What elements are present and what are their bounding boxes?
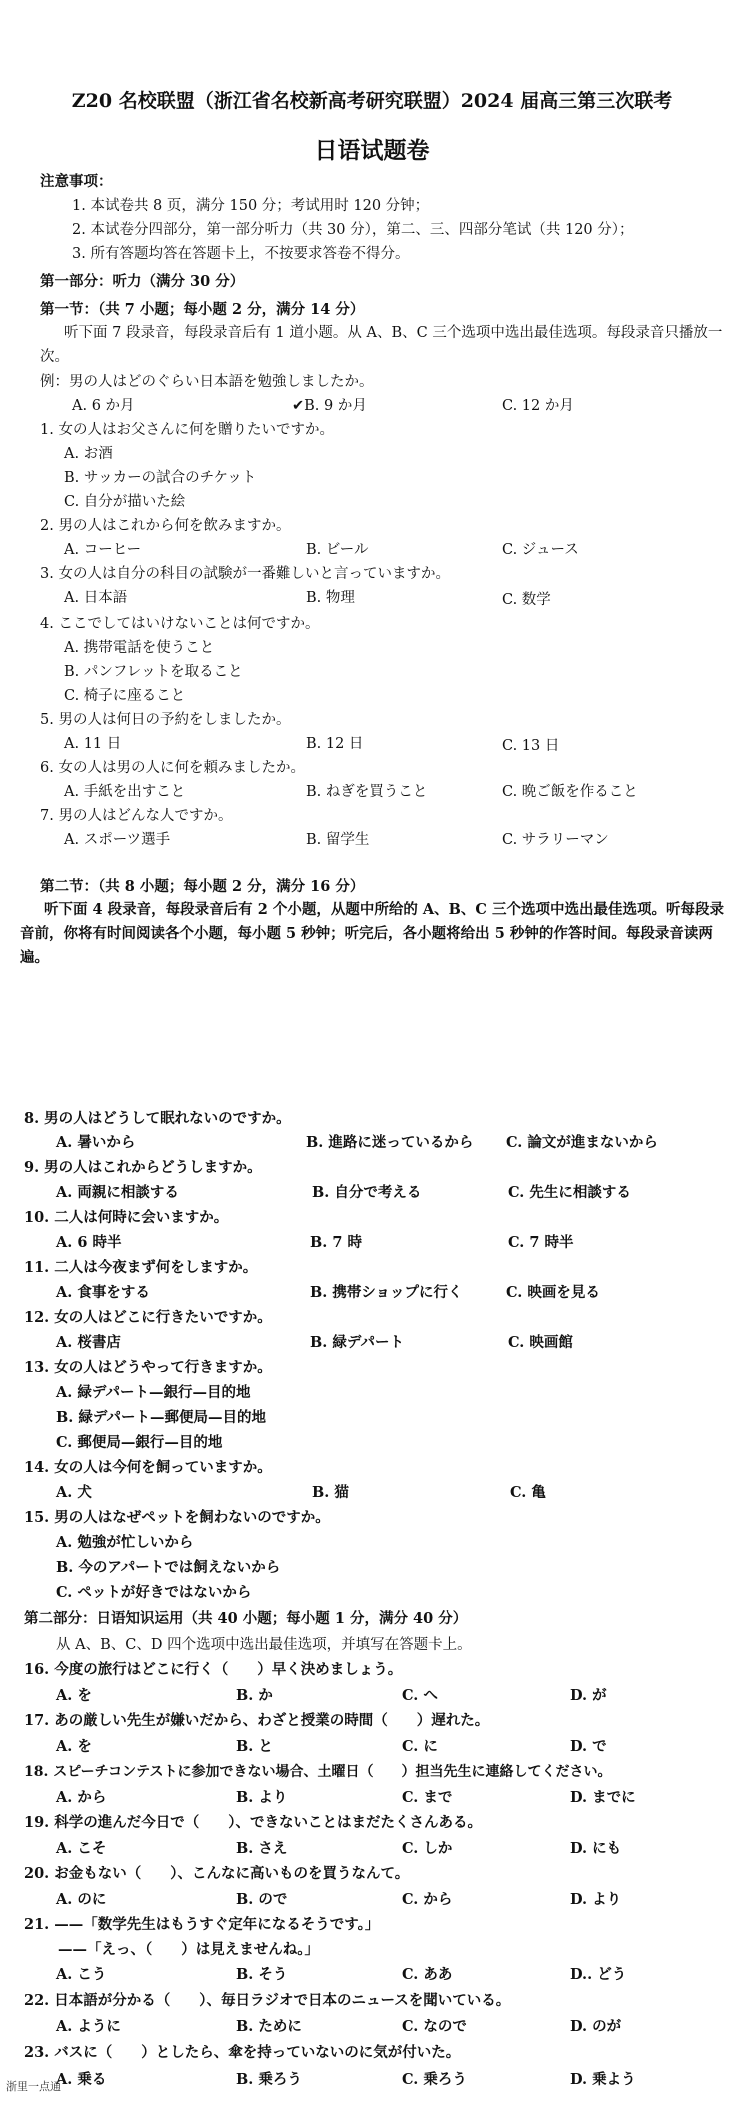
question-option: C. 椅子に座ること (64, 688, 186, 704)
question-option: D. までに (570, 1789, 636, 1806)
question-option: B. パンフレットを取ること (64, 664, 243, 680)
question-option: A. 桜書店 (56, 1334, 121, 1351)
question-option: D. 乗よう (570, 2071, 636, 2088)
question-stem: 23. バスに（ ）としたら、傘を持っていないのに気が付いた。 (24, 2044, 461, 2061)
question-stem: 1. 女の人はお父さんに何を贈りたいですか。 (40, 422, 334, 438)
question-option: C. 論文が進まないから (506, 1134, 658, 1151)
question-option: C. 映画館 (508, 1334, 573, 1351)
question-option: A. こう (56, 1966, 107, 1983)
question-stem: 15. 男の人はなぜペットを飼わないのですか。 (24, 1509, 330, 1526)
question-stem: 12. 女の人はどこに行きたいですか。 (24, 1309, 272, 1326)
part1-heading: 第一部分：听力（满分 30 分） (40, 273, 245, 290)
section2-instruction: 听下面 4 段录音，每段录音后有 2 个小题，从题中所给的 A、B、C 三个选项中选出最佳选项。听每段录音前，你将有时间阅读各个小题，每小题 5 秒钟；听完后，各小题将给出 5 秒钟的作答时间。每段录音读两遍。 (20, 901, 725, 966)
question-option: A. 6 時半 (56, 1234, 122, 1251)
part2-instruction: 从 A、B、C、D 四个选项中选出最佳选项，并填写在答题卡上。 (56, 1637, 472, 1653)
question-option: B. そう (236, 1966, 288, 1983)
question-option: D. にも (570, 1840, 622, 1857)
notice-heading: 注意事项： (40, 173, 113, 190)
question-option: C. へ (402, 1687, 438, 1704)
question-option: A. 日本語 (64, 590, 128, 606)
question-option: D. のが (570, 2018, 622, 2035)
question-option: C. 晩ご飯を作ること (502, 784, 638, 800)
question-option: A. から (56, 1789, 107, 1806)
question-option: A. こそ (56, 1840, 107, 1857)
notice-item: 3. 所有答题均答在答题卡上，不按要求答卷不得分。 (72, 246, 410, 262)
question-stem: 13. 女の人はどうやって行きますか。 (24, 1359, 272, 1376)
question-option: C. サラリーマン (502, 832, 609, 848)
question-option: B. 緑デパート—郵便局—目的地 (56, 1409, 266, 1426)
question-option: C. 13 日 (502, 738, 560, 754)
notice-item: 2. 本试卷分四部分，第一部分听力（共 30 分），第二、三、四部分笔试（共 120 分）； (72, 222, 634, 238)
question-option: A. 11 日 (64, 736, 122, 752)
question-stem: 9. 男の人はこれからどうしますか。 (24, 1159, 262, 1176)
question-option: B. 留学生 (306, 832, 370, 848)
question-stem: 21. ——「数学先生はもうすぐ定年になるそうです。」 (24, 1916, 380, 1933)
question-stem: 4. ここでしてはいけないことは何ですか。 (40, 616, 320, 632)
question-stem: 2. 男の人はこれから何を飲みますか。 (40, 518, 291, 534)
question-stem: 8. 男の人はどうして眠れないのですか。 (24, 1110, 291, 1127)
question-option: A. を (56, 1738, 92, 1755)
question-option: A. 携帯電話を使うこと (64, 640, 215, 656)
exam-title: Z20 名校联盟（浙江省名校新高考研究联盟）2024 届高三第三次联考 (71, 90, 673, 112)
question-stem: 14. 女の人は今何を飼っていますか。 (24, 1459, 272, 1476)
question-option: C. 数学 (502, 592, 551, 608)
question-option: C. 映画を見る (506, 1284, 600, 1301)
question-option: C. なので (402, 2018, 467, 2035)
question-stem: 16. 今度の旅行はどこに行く（ ）早く決めましょう。 (24, 1661, 403, 1678)
question-option: A. 乗る (56, 2071, 107, 2088)
question-option: B. ビール (306, 542, 369, 558)
question-option: C. ああ (402, 1966, 453, 1983)
question-option: A. スポーツ選手 (64, 832, 171, 848)
question-option: C. まで (402, 1789, 453, 1806)
question-option: C. ペットが好きではないから (56, 1584, 252, 1601)
question-option: C. 7 時半 (508, 1234, 574, 1251)
question-option: C. 乗ろう (402, 2071, 467, 2088)
example-option: C. 12 か月 (502, 398, 574, 414)
example-stem: 例：男の人はどのぐらい日本語を勉強しましたか。 (40, 374, 374, 390)
question-option: B. 今のアパートでは飼えないから (56, 1559, 281, 1576)
question-option: D. が (570, 1687, 607, 1704)
question-option: C. に (402, 1738, 438, 1755)
question-option: B. 自分で考える (312, 1184, 422, 1201)
question-option: A. を (56, 1687, 92, 1704)
question-option: B. 7 時 (310, 1234, 362, 1251)
question-option: A. 両親に相談する (56, 1184, 179, 1201)
question-stem: 3. 女の人は自分の科目の試験が一番難しいと言っていますか。 (40, 566, 450, 582)
question-stem: 10. 二人は何時に会いますか。 (24, 1209, 229, 1226)
question-option: B. ねぎを買うこと (306, 784, 428, 800)
question-option: C. 亀 (510, 1484, 546, 1501)
question-option: A. 緑デパート—銀行—目的地 (56, 1384, 251, 1401)
question-option: B. 猫 (312, 1484, 349, 1501)
question-option: C. しか (402, 1840, 453, 1857)
question-stem: 22. 日本語が分かる（ ）、毎日ラジオで日本のニュースを聞いている。 (24, 1992, 511, 2009)
question-option: B. と (236, 1738, 273, 1755)
question-option: A. 勉強が忙しいから (56, 1534, 194, 1551)
question-option: C. 先生に相談する (508, 1184, 631, 1201)
question-stem-line2: ——「えっ、（ ）は見えませんね。」 (58, 1941, 319, 1958)
question-stem: 17. あの厳しい先生が嫌いだから、わざと授業の時間（ ）遅れた。 (24, 1712, 490, 1729)
section2-heading: 第二节：（共 8 小题；每小题 2 分，满分 16 分） (40, 878, 365, 895)
question-option: B. さえ (236, 1840, 288, 1857)
question-option: B. 12 日 (306, 736, 364, 752)
question-option: A. 暑いから (56, 1134, 136, 1151)
question-option: C. から (402, 1891, 453, 1908)
question-stem: 18. スピーチコンテストに参加できない場合、土曜日（ ）担当先生に連絡してください。 (24, 1764, 612, 1780)
question-option: D.. どう (570, 1966, 627, 1983)
question-option: B. ので (236, 1891, 288, 1908)
section1-heading: 第一节：（共 7 小题；每小题 2 分，满分 14 分） (40, 301, 365, 318)
question-stem: 7. 男の人はどんな人ですか。 (40, 808, 233, 824)
notice-item: 1. 本试卷共 8 页，满分 150 分；考试用时 120 分钟； (72, 198, 430, 214)
question-option: A. のに (56, 1891, 107, 1908)
question-option: B. 携帯ショップに行く (310, 1284, 463, 1301)
example-option: A. 6 か月 (72, 398, 135, 414)
question-stem: 6. 女の人は男の人に何を頼みましたか。 (40, 760, 305, 776)
question-option: A. お酒 (64, 446, 113, 462)
question-option: A. 手紙を出すこと (64, 784, 186, 800)
question-stem: 20. お金もない（ ）、こんなに高いものを買うなんて。 (24, 1865, 410, 1882)
question-option: B. か (236, 1687, 273, 1704)
question-option: A. コーヒー (64, 542, 142, 558)
question-option: B. 進路に迷っているから (306, 1134, 474, 1151)
question-option: A. 犬 (56, 1484, 92, 1501)
question-option: B. サッカーの試合のチケット (64, 470, 257, 486)
footer-watermark: 浙里一点通 (6, 2080, 61, 2093)
question-option: D. より (570, 1891, 622, 1908)
question-stem: 11. 二人は今夜まず何をしますか。 (24, 1259, 258, 1276)
question-stem: 5. 男の人は何日の予約をしましたか。 (40, 712, 291, 728)
question-option: B. 緑デパート (310, 1334, 404, 1351)
question-option: C. 郵便局—銀行—目的地 (56, 1434, 223, 1451)
section1-instruction: 听下面 7 段录音，每段录音后有 1 道小题。从 A、B、C 三个选项中选出最佳选项。每段录音只播放一次。 (40, 325, 723, 365)
example-option: ✔B. 9 か月 (292, 398, 367, 414)
question-option: A. 食事をする (56, 1284, 150, 1301)
question-option: B. より (236, 1789, 288, 1806)
question-option: A. ように (56, 2018, 121, 2035)
question-stem: 19. 科学の進んだ今日で（ ）、できないことはまだたくさんある。 (24, 1814, 483, 1831)
question-option: C. 自分が描いた絵 (64, 494, 186, 510)
question-option: B. ために (236, 2018, 302, 2035)
question-option: C. ジュース (502, 542, 579, 558)
exam-subtitle: 日语试题卷 (314, 137, 430, 164)
question-option: B. 乗ろう (236, 2071, 302, 2088)
question-option: D. で (570, 1738, 607, 1755)
part2-heading: 第二部分：日语知识运用（共 40 小题；每小题 1 分，满分 40 分） (24, 1610, 468, 1627)
question-option: B. 物理 (306, 590, 355, 606)
